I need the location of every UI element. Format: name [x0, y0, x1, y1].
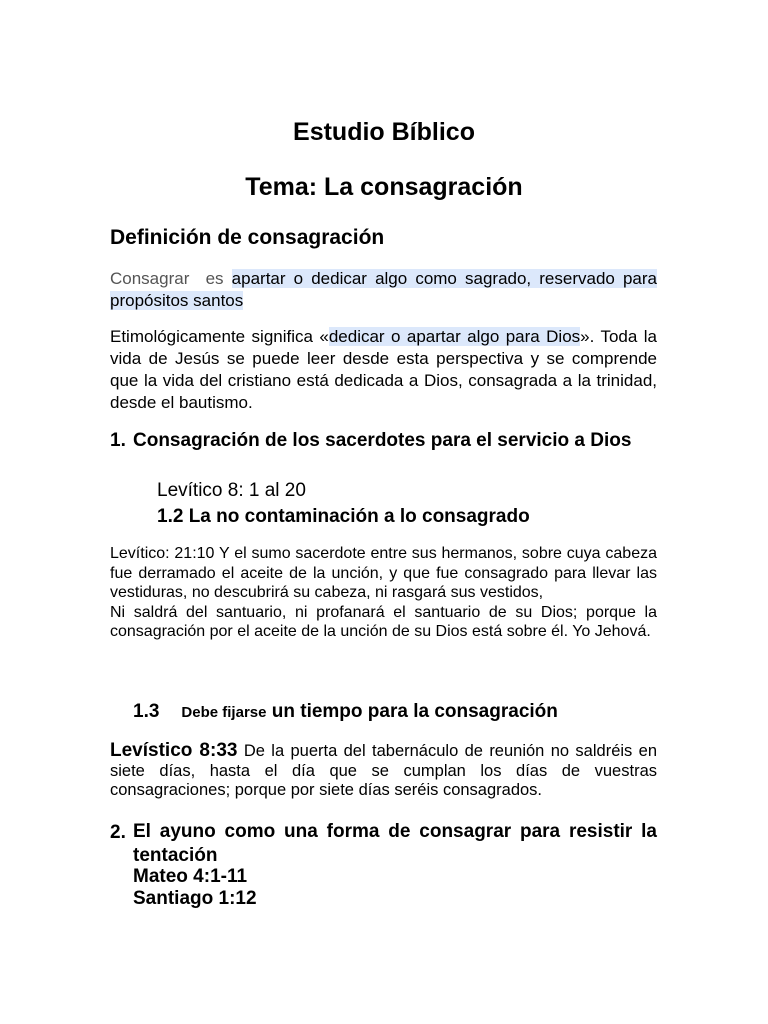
section1-3-heading-small: Debe fijarse	[181, 704, 267, 721]
section1-3-ref: Levístico 8:33	[110, 740, 238, 761]
section2-number: 2.	[110, 822, 126, 843]
section1-2-paragraph	[110, 544, 657, 642]
etymology-highlight: dedicar o apartar algo para Dios	[328, 327, 581, 346]
section1-reference: Levítico 8: 1 al 20	[157, 480, 306, 501]
definition-heading: Definición de consagración	[110, 226, 385, 249]
etymology-after: ». Toda la vida de Jesús se puede leer desde esta perspectiva y se comprende que la vida del cristiano está dedicada a Dios, consagrada a la trinidad, desde el bautismo.	[110, 327, 657, 412]
section2-ref2: Santiago 1:12	[133, 888, 257, 909]
section1-3-paragraph	[110, 741, 657, 801]
document-subtitle: Tema: La consagración	[245, 173, 523, 201]
section1-2-para1: Levítico: 21:10 Y el sumo sacerdote entre sus hermanos, sobre cuya cabeza fue derramado el aceite de la unción, y que fue consagrado para llevar las vestiduras, no descubrirá su cabeza, ni rasgará sus vestidos,	[110, 545, 657, 601]
etymology-before: Etimológicamente significa «	[110, 327, 329, 346]
definition-lead-word: Consagrar	[110, 269, 190, 288]
section1-3-heading	[133, 701, 558, 723]
section2-ref1: Mateo 4:1-11	[133, 866, 248, 887]
section1-2-para2: Ni saldrá del santuario, ni profanará el santuario de su Dios; porque la consagración por el aceite de la unción de su Dios está sobre él. Yo Jehová.	[110, 603, 657, 640]
section2-heading: El ayuno como una forma de consagrar para resistir la tentación	[133, 821, 657, 866]
etymology-paragraph	[110, 326, 657, 414]
section1-3-text: De la puerta del tabernáculo de reunión no saldréis en siete días, hasta el día que se cumplan los días de vuestras consagraciones; porque por siete días seréis consagrados.	[110, 742, 658, 799]
section1-number: 1.	[110, 430, 126, 451]
definition-paragraph	[110, 268, 657, 312]
section1-3-heading-rest: un tiempo para la consagración	[271, 701, 558, 722]
document-title: Estudio Bíblico	[293, 118, 475, 146]
section1-3-number: 1.3	[133, 701, 160, 722]
section1-2-heading: 1.2 La no contaminación a lo consagrado	[157, 506, 530, 527]
definition-lead-verb: es	[205, 269, 224, 288]
section1-heading: Consagración de los sacerdotes para el servicio a Dios	[133, 430, 632, 451]
definition-highlight: apartar o dedicar algo como sagrado, reservado para propósitos santos	[110, 269, 657, 310]
